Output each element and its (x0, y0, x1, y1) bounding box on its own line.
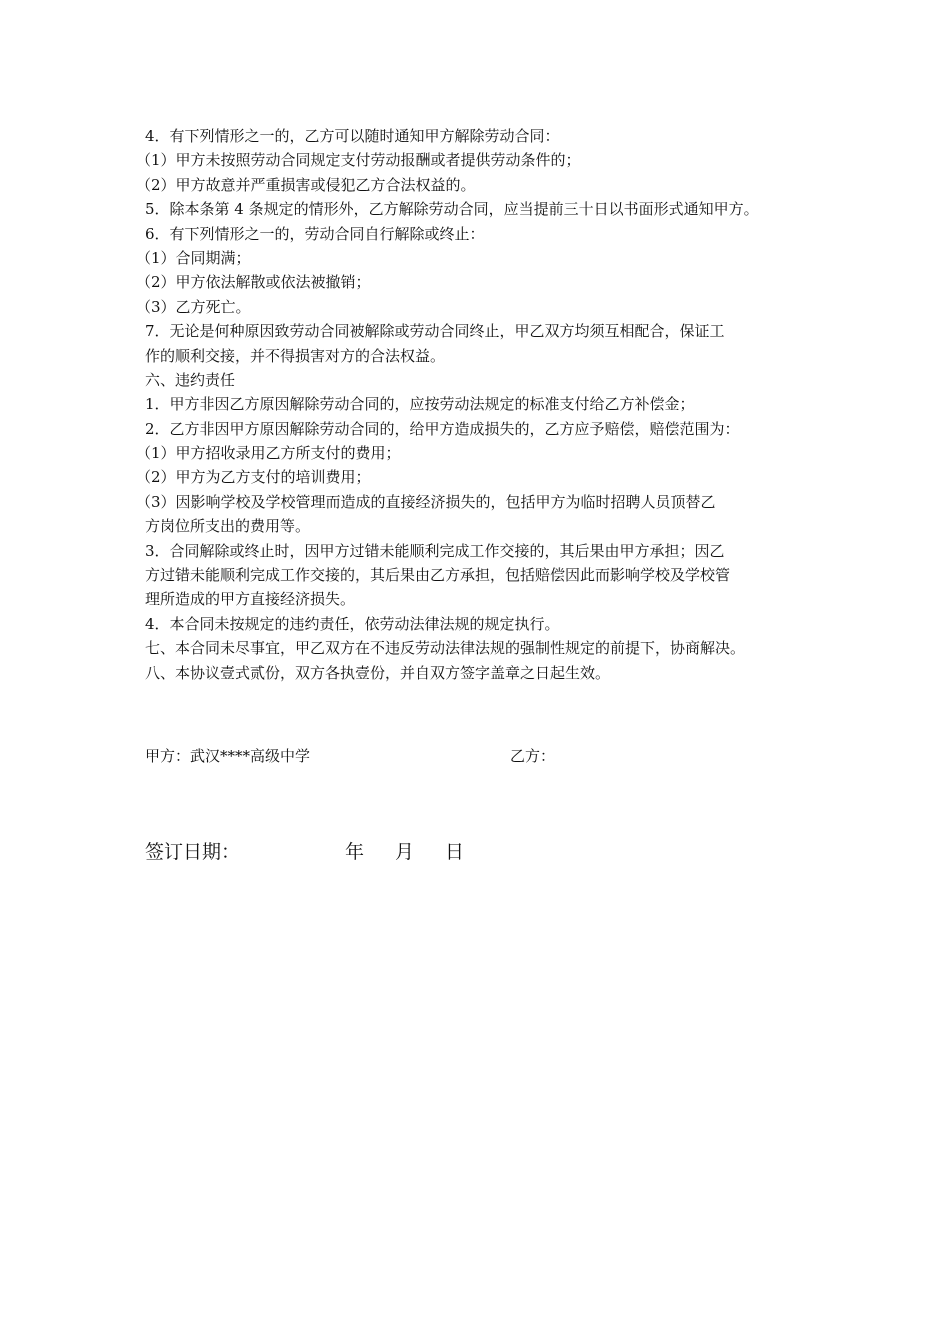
clause-line: （1）合同期满； (136, 248, 251, 267)
date-year: 年 (345, 841, 365, 863)
section-heading: 七、本合同未尽事宜，甲乙双方在不违反劳动法律法规的强制性规定的前提下，协商解决。 (145, 639, 746, 658)
clause-line: 方岗位所支出的费用等。 (145, 517, 311, 536)
clause-line: （2）甲方为乙方支付的培训费用； (136, 468, 371, 487)
contract-body (136, 124, 825, 685)
signing-date (145, 838, 495, 866)
clause-line: 4．本合同未按规定的违约责任，依劳动法律法规的规定执行。 (145, 614, 560, 633)
clause-line: 方过错未能顺利完成工作交接的，其后果由乙方承担，包括赔偿因此而影响学校及学校管 (145, 566, 731, 585)
date-month: 月 (395, 841, 415, 863)
section-heading: 六、违约责任 (145, 370, 236, 389)
clause-line: （2）甲方故意并严重损害或侵犯乙方合法权益的。 (136, 175, 476, 194)
date-label: 签订日期： (145, 841, 241, 863)
clause-line: （3）因影响学校及学校管理而造成的直接经济损失的，包括甲方为临时招聘人员顶替乙 (136, 492, 716, 511)
clause-line: 5．除本条第 4 条规定的情形外，乙方解除劳动合同，应当提前三十日以书面形式通知甲方。 (145, 200, 759, 219)
party-b-signature: 乙方： (510, 747, 556, 765)
clause-line: 作的顺利交接，并不得损害对方的合法权益。 (145, 346, 446, 365)
clause-line: （3）乙方死亡。 (136, 297, 251, 316)
clause-line: 7．无论是何种原因致劳动合同被解除或劳动合同终止，甲乙双方均须互相配合，保证工 (145, 322, 725, 341)
clause-line: （1）甲方未按照劳动合同规定支付劳动报酬或者提供劳动条件的； (136, 151, 581, 170)
clause-line: 理所造成的甲方直接经济损失。 (145, 590, 356, 609)
clause-line: （2）甲方依法解散或依法被撤销； (136, 273, 371, 292)
section-heading: 八、本协议壹式贰份，双方各执壹份，并自双方签字盖章之日起生效。 (145, 663, 611, 682)
date-day: 日 (445, 841, 465, 863)
clause-line: 4．有下列情形之一的，乙方可以随时通知甲方解除劳动合同： (145, 127, 560, 145)
clause-line: 3．合同解除或终止时，因甲方过错未能顺利完成工作交接的，其后果由甲方承担；因乙 (145, 541, 725, 560)
clause-line: 2．乙方非因甲方原因解除劳动合同的，给甲方造成损失的，乙方应予赔偿，赔偿范围为： (145, 419, 740, 438)
clause-line: 1．甲方非因乙方原因解除劳动合同的，应按劳动法规定的标准支付给乙方补偿金； (145, 395, 695, 414)
party-a-signature: 甲方：武汉****高级中学 (145, 747, 311, 765)
clause-line: （1）甲方招收录用乙方所支付的费用； (136, 444, 401, 463)
clause-line: 6．有下列情形之一的，劳动合同自行解除或终止： (145, 224, 485, 243)
